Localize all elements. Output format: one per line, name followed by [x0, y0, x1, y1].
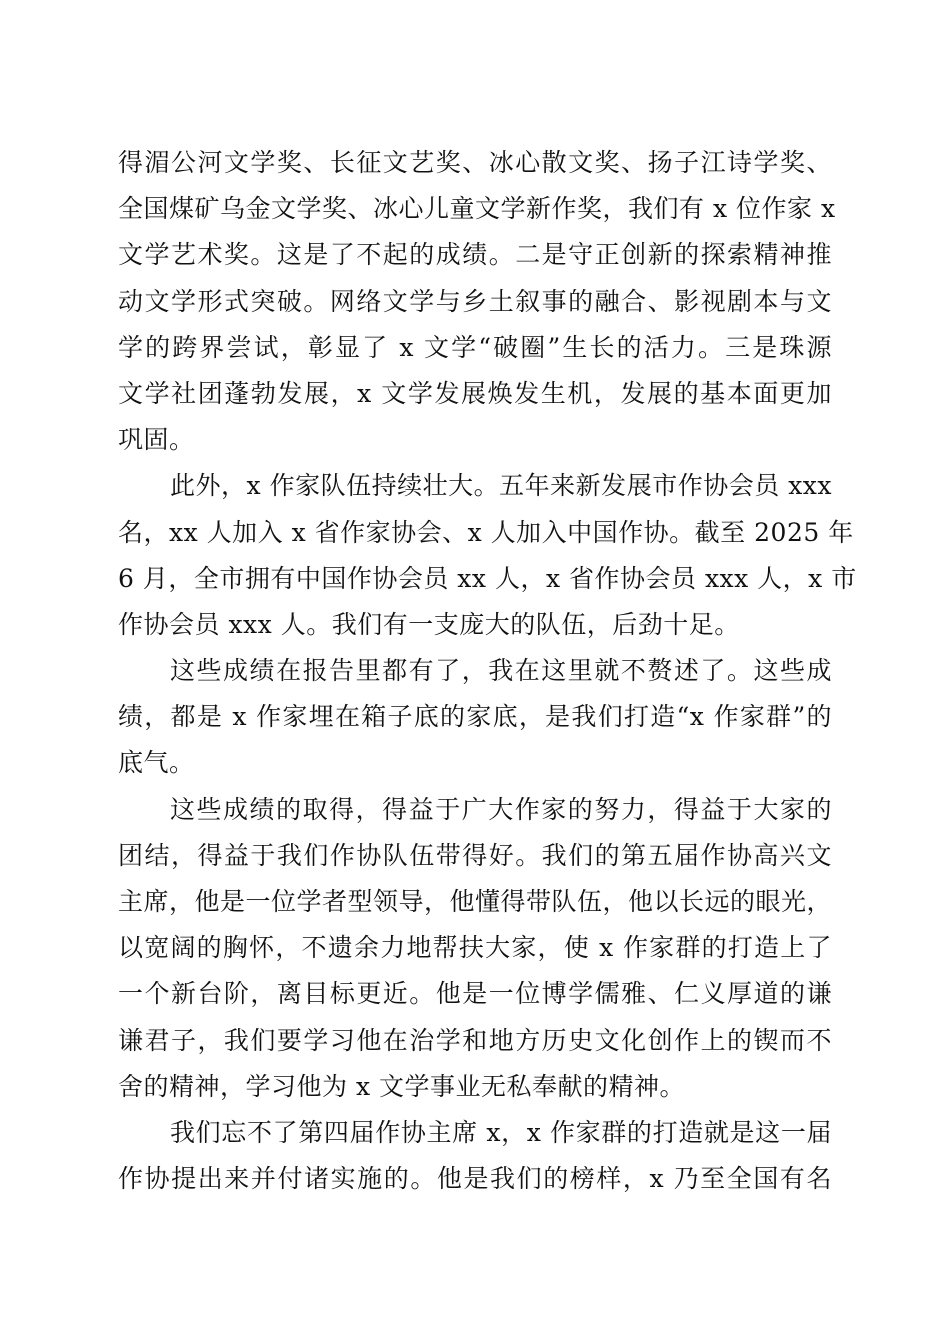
text-line: 名，xx 人加入 x 省作家协会、x 人加入中国作协。截至 2025 年 — [118, 517, 854, 547]
text-line: 动文学形式突破。网络文学与乡土叙事的融合、影视剧本与文 — [118, 286, 832, 316]
text-line: 谦君子，我们要学习他在治学和地方历史文化创作上的锲而不 — [118, 1025, 832, 1055]
text-line: 舍的精神，学习他为 x 文学事业无私奉献的精神。 — [118, 1071, 685, 1101]
text-line: 团结，得益于我们作协队伍带得好。我们的第五届作协高兴文 — [118, 840, 832, 870]
text-line: 作协提出来并付诸实施的。他是我们的榜样，x 乃至全国有名 — [118, 1164, 832, 1194]
text-line: 绩，都是 x 作家埋在箱子底的家底，是我们打造“x 作家群”的 — [118, 702, 832, 732]
body-text — [118, 140, 857, 1202]
text-line: 文学社团蓬勃发展，x 文学发展焕发生机，发展的基本面更加 — [118, 378, 832, 408]
text-line: 得湄公河文学奖、长征文艺奖、冰心散文奖、扬子江诗学奖、 — [118, 148, 832, 177]
text-line: 我们忘不了第四届作协主席 x，x 作家群的打造就是这一届 — [170, 1117, 832, 1147]
text-line: 底气。 — [118, 748, 195, 778]
text-line: 以宽阔的胸怀，不遗余力地帮扶大家，使 x 作家群的打造上了 — [118, 933, 832, 963]
text-line: 学的跨界尝试，彰显了 x 文学“破圈”生长的活力。三是珠源 — [118, 332, 832, 362]
text-line: 此外，x 作家队伍持续壮大。五年来新发展市作协会员 xxx — [170, 471, 832, 501]
text-line: 全国煤矿乌金文学奖、冰心儿童文学新作奖，我们有 x 位作家 x — [118, 194, 836, 224]
text-line: 一个新台阶，离目标更近。他是一位博学儒雅、仁义厚道的谦 — [118, 979, 832, 1009]
text-line: 这些成绩在报告里都有了，我在这里就不赘述了。这些成 — [170, 656, 832, 686]
text-line: 主席，他是一位学者型领导，他懂得带队伍，他以长远的眼光， — [118, 887, 833, 916]
text-line: 这些成绩的取得，得益于广大作家的努力，得益于大家的 — [170, 794, 832, 824]
text-line: 文学艺术奖。这是了不起的成绩。二是守正创新的探索精神推 — [118, 240, 832, 270]
text-line: 作协会员 xxx 人。我们有一支庞大的队伍，后劲十足。 — [118, 609, 740, 639]
text-line: 巩固。 — [118, 425, 195, 455]
text-line: 6 月，全市拥有中国作协会员 xx 人，x 省作协会员 xxx 人，x 市 — [118, 563, 857, 593]
